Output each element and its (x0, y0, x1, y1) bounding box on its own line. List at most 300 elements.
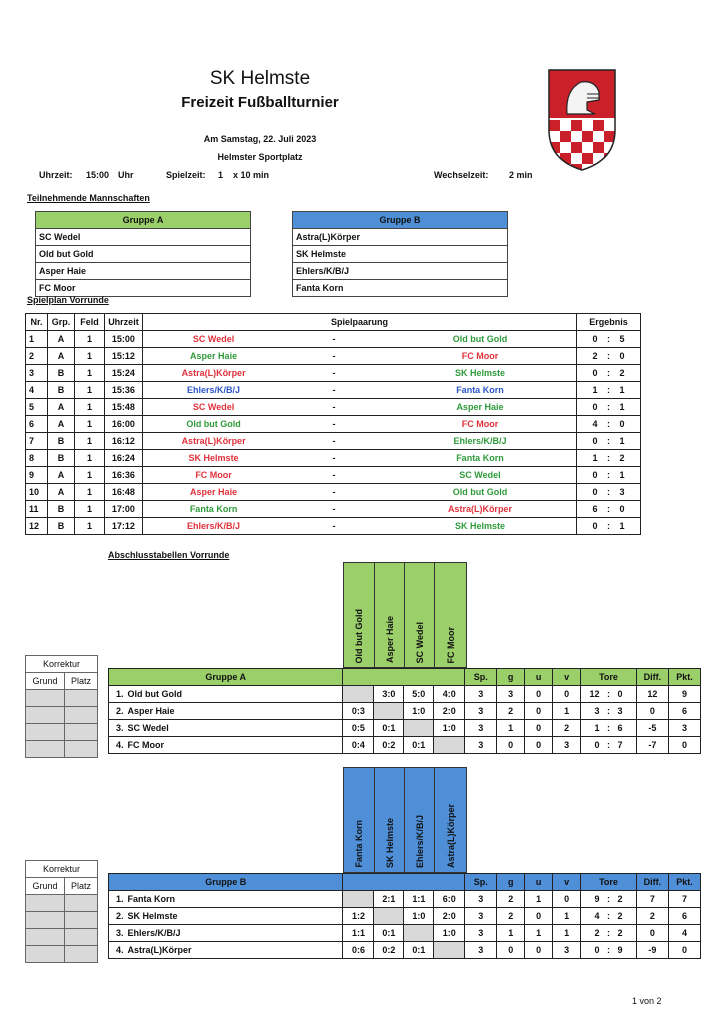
goals-against: 6 (614, 720, 636, 737)
match-result-cell (434, 942, 465, 959)
group-b-header: Gruppe B (293, 212, 508, 229)
schedule-row (26, 518, 641, 535)
match-result-cell (374, 703, 404, 720)
rank: 2. (109, 703, 125, 720)
away-team: Old but Gold (384, 331, 577, 348)
match-group: B (47, 382, 74, 399)
match-result-cell (404, 925, 434, 942)
match-result-cell: 2:1 (374, 891, 404, 908)
rank: 1. (109, 891, 125, 908)
match-group: A (47, 484, 74, 501)
platz-input[interactable] (65, 707, 98, 724)
home-team: Ehlers/K/B/J (142, 518, 284, 535)
goals-colon: : (603, 925, 615, 942)
col-u: u (525, 669, 553, 686)
score-colon: : (598, 382, 618, 399)
schedule-row (26, 365, 641, 382)
group-b-matrix-header (343, 874, 465, 891)
wins: 0 (497, 942, 525, 959)
col-diff: Diff. (636, 874, 668, 891)
match-field: 1 (74, 433, 104, 450)
match-group: B (47, 518, 74, 535)
losses: 3 (553, 942, 581, 959)
group-a-header: Gruppe A (36, 212, 251, 229)
group-a-standings-header: Gruppe A (109, 669, 343, 686)
schedule-row (26, 416, 641, 433)
wins: 2 (497, 908, 525, 925)
games-played: 3 (465, 908, 497, 925)
goals-against: 2 (614, 908, 636, 925)
score-colon: : (598, 416, 618, 433)
rank: 2. (109, 908, 125, 925)
match-result-cell: 2:0 (434, 908, 465, 925)
score-colon: : (598, 365, 618, 382)
home-team: SC Wedel (142, 331, 284, 348)
home-goals: 0 (577, 365, 599, 382)
standings-heading: Abschlusstabellen Vorrunde (108, 550, 230, 560)
group-b-opponent-headers (343, 767, 467, 873)
away-team: SK Helmste (384, 365, 577, 382)
grund-input[interactable] (26, 929, 65, 946)
draws: 0 (525, 908, 553, 925)
standings-row (109, 686, 701, 703)
home-goals: 0 (577, 484, 599, 501)
games-played: 3 (465, 925, 497, 942)
away-team: Fanta Korn (384, 450, 577, 467)
platz-input[interactable] (65, 912, 98, 929)
match-time: 15:36 (104, 382, 142, 399)
match-field: 1 (74, 467, 104, 484)
goals-against: 9 (614, 942, 636, 959)
score-colon: : (598, 484, 618, 501)
match-number: 6 (26, 416, 48, 433)
away-goals: 2 (618, 450, 640, 467)
goals-colon: : (603, 703, 615, 720)
match-field: 1 (74, 501, 104, 518)
team-name: Asper Haie (124, 703, 342, 720)
score-colon: : (598, 433, 618, 450)
match-result-cell: 3:0 (374, 686, 404, 703)
match-result-cell: 1:0 (434, 925, 465, 942)
wins: 3 (497, 686, 525, 703)
goals-against: 2 (614, 925, 636, 942)
games-played: 3 (465, 720, 497, 737)
match-result-cell: 0:1 (404, 942, 434, 959)
points: 3 (668, 720, 700, 737)
platz-input[interactable] (65, 895, 98, 912)
team-name: Astra(L)Körper (124, 942, 343, 959)
home-team: Old but Gold (142, 416, 284, 433)
col-nr: Nr. (26, 314, 48, 331)
match-time: 15:24 (104, 365, 142, 382)
group-b-team: Fanta Korn (293, 280, 508, 297)
match-result-cell: 0:2 (374, 942, 404, 959)
goals-for: 3 (581, 703, 603, 720)
match-result-cell: 0:1 (374, 720, 404, 737)
group-a-teams-table (35, 211, 251, 297)
match-result-cell: 0:2 (374, 737, 404, 754)
match-group: B (47, 433, 74, 450)
match-result-cell: 6:0 (434, 891, 465, 908)
club-crest-icon (547, 68, 617, 172)
match-group: B (47, 450, 74, 467)
schedule-heading: Spielplan Vorrunde (27, 295, 109, 305)
home-goals: 2 (577, 348, 599, 365)
points: 9 (668, 686, 700, 703)
schedule-row (26, 501, 641, 518)
rank: 1. (109, 686, 125, 703)
match-field: 1 (74, 365, 104, 382)
away-goals: 1 (618, 518, 640, 535)
away-team: FC Moor (384, 416, 577, 433)
goals-against: 2 (614, 891, 636, 908)
grund-input[interactable] (26, 946, 65, 963)
losses: 2 (553, 720, 581, 737)
col-v: v (553, 669, 581, 686)
standings-row (109, 737, 701, 754)
match-group: A (47, 331, 74, 348)
match-result-cell (343, 891, 374, 908)
group-b-opponent-header: Fanta Korn (343, 767, 375, 873)
standings-row (109, 925, 701, 942)
platz-label: Platz (65, 673, 98, 690)
match-time: 16:24 (104, 450, 142, 467)
match-number: 10 (26, 484, 48, 501)
match-number: 5 (26, 399, 48, 416)
match-result-cell: 0:3 (343, 703, 374, 720)
match-separator: - (284, 484, 384, 501)
goal-difference: 0 (636, 703, 668, 720)
page-subtitle: Freizeit Fußballturnier (181, 94, 339, 111)
team-name: Old but Gold (124, 686, 342, 703)
match-time: 15:00 (104, 331, 142, 348)
goals-colon: : (603, 942, 615, 959)
match-time: 16:48 (104, 484, 142, 501)
score-colon: : (598, 518, 618, 535)
col-diff: Diff. (636, 669, 668, 686)
col-tore: Tore (581, 669, 637, 686)
match-time: 17:00 (104, 501, 142, 518)
group-a-opponent-header: Old but Gold (343, 562, 375, 668)
korrektur-label: Korrektur (26, 861, 98, 878)
col-g: g (497, 669, 525, 686)
away-team: SC Wedel (384, 467, 577, 484)
rank: 4. (109, 942, 125, 959)
uhrzeit-label: Uhrzeit: (39, 170, 73, 180)
score-colon: : (598, 450, 618, 467)
goals-for: 0 (581, 942, 603, 959)
match-separator: - (284, 433, 384, 450)
schedule-row (26, 450, 641, 467)
away-team: Ehlers/K/B/J (384, 433, 577, 450)
games-played: 3 (465, 737, 497, 754)
schedule-row (26, 331, 641, 348)
match-number: 3 (26, 365, 48, 382)
points: 6 (668, 908, 700, 925)
goal-difference: 0 (636, 925, 668, 942)
match-result-cell: 1:0 (434, 720, 465, 737)
spielzeit-label: Spielzeit: (166, 170, 206, 180)
korrektur-label: Korrektur (26, 656, 98, 673)
match-field: 1 (74, 518, 104, 535)
points: 4 (668, 925, 700, 942)
match-time: 16:36 (104, 467, 142, 484)
match-number: 4 (26, 382, 48, 399)
points: 0 (668, 737, 700, 754)
match-result-cell (404, 720, 434, 737)
points: 6 (668, 703, 700, 720)
goals-for: 4 (581, 908, 603, 925)
away-goals: 1 (618, 433, 640, 450)
event-venue: Helmster Sportplatz (217, 152, 303, 162)
group-a-team: Old but Gold (36, 246, 251, 263)
match-result-cell: 1:2 (343, 908, 374, 925)
goals-for: 2 (581, 925, 603, 942)
away-team: FC Moor (384, 348, 577, 365)
match-separator: - (284, 416, 384, 433)
match-time: 16:12 (104, 433, 142, 450)
match-result-cell: 0:6 (343, 942, 374, 959)
match-field: 1 (74, 399, 104, 416)
uhrzeit-value: 15:00 (86, 170, 110, 180)
schedule-table (25, 313, 641, 535)
team-name: Ehlers/K/B/J (124, 925, 343, 942)
group-a-opponent-header: Asper Haie (374, 562, 405, 668)
goal-difference: -9 (636, 942, 668, 959)
wechselzeit-value: 2 min (509, 170, 533, 180)
standings-table-b (108, 873, 701, 959)
match-field: 1 (74, 348, 104, 365)
spielzeit-unit: x 10 min (233, 170, 270, 180)
wechselzeit-label: Wechselzeit: (434, 170, 489, 180)
group-a-matrix-header (343, 669, 465, 686)
home-team: Asper Haie (142, 484, 284, 501)
away-team: Asper Haie (384, 399, 577, 416)
draws: 0 (525, 942, 553, 959)
goals-for: 1 (581, 720, 603, 737)
schedule-row (26, 467, 641, 484)
standings-row (109, 720, 701, 737)
match-number: 2 (26, 348, 48, 365)
score-colon: : (598, 467, 618, 484)
games-played: 3 (465, 686, 497, 703)
home-goals: 1 (577, 382, 599, 399)
draws: 1 (525, 891, 553, 908)
goal-difference: 2 (636, 908, 668, 925)
match-time: 17:12 (104, 518, 142, 535)
platz-input[interactable] (65, 741, 98, 758)
match-separator: - (284, 467, 384, 484)
draws: 1 (525, 925, 553, 942)
goals-against: 3 (614, 703, 636, 720)
schedule-row (26, 433, 641, 450)
group-a-team: Asper Haie (36, 263, 251, 280)
match-separator: - (284, 382, 384, 399)
uhrzeit-unit: Uhr (118, 170, 134, 180)
group-b-opponent-header: SK Helmste (374, 767, 405, 873)
teams-heading: Teilnehmende Mannschaften (27, 193, 150, 203)
match-result-cell: 5:0 (404, 686, 434, 703)
group-a-team: SC Wedel (36, 229, 251, 246)
losses: 1 (553, 908, 581, 925)
col-grp: Grp. (47, 314, 74, 331)
group-b-opponent-header: Ehlers/K/B/J (404, 767, 435, 873)
match-group: B (47, 501, 74, 518)
match-field: 1 (74, 331, 104, 348)
match-group: A (47, 416, 74, 433)
home-goals: 6 (577, 501, 599, 518)
platz-input[interactable] (65, 946, 98, 963)
platz-input[interactable] (65, 929, 98, 946)
goals-for: 12 (581, 686, 603, 703)
standings-row (109, 891, 701, 908)
away-goals: 0 (618, 501, 640, 518)
rank: 4. (109, 737, 125, 754)
home-goals: 1 (577, 450, 599, 467)
platz-input[interactable] (65, 690, 98, 707)
platz-input[interactable] (65, 724, 98, 741)
group-a-opponent-header: FC Moor (434, 562, 467, 668)
col-feld: Feld (74, 314, 104, 331)
wins: 1 (497, 720, 525, 737)
group-a-opponent-header: SC Wedel (404, 562, 435, 668)
away-goals: 0 (618, 416, 640, 433)
wins: 1 (497, 925, 525, 942)
goals-colon: : (603, 686, 615, 703)
group-a-team: FC Moor (36, 280, 251, 297)
score-colon: : (598, 399, 618, 416)
grund-label: Grund (26, 673, 65, 690)
home-goals: 4 (577, 416, 599, 433)
schedule-row (26, 484, 641, 501)
away-goals: 2 (618, 365, 640, 382)
draws: 0 (525, 686, 553, 703)
standings-row (109, 908, 701, 925)
goals-for: 9 (581, 891, 603, 908)
match-group: A (47, 467, 74, 484)
match-result-cell: 0:4 (343, 737, 374, 754)
grund-input[interactable] (26, 690, 65, 707)
korrektur-table-a (25, 655, 98, 758)
platz-label: Platz (65, 878, 98, 895)
match-result-cell: 1:1 (343, 925, 374, 942)
goals-colon: : (603, 720, 615, 737)
goals-colon: : (603, 908, 615, 925)
points: 0 (668, 942, 700, 959)
match-result-cell (434, 737, 465, 754)
match-field: 1 (74, 450, 104, 467)
goals-against: 0 (614, 686, 636, 703)
home-team: Fanta Korn (142, 501, 284, 518)
grund-input[interactable] (26, 912, 65, 929)
losses: 3 (553, 737, 581, 754)
event-date: Am Samstag, 22. Juli 2023 (203, 134, 317, 144)
goals-for: 0 (581, 737, 603, 754)
away-team: Old but Gold (384, 484, 577, 501)
draws: 0 (525, 720, 553, 737)
games-played: 3 (465, 891, 497, 908)
match-number: 7 (26, 433, 48, 450)
home-goals: 0 (577, 331, 599, 348)
schedule-row (26, 399, 641, 416)
rank: 3. (109, 925, 125, 942)
losses: 1 (553, 925, 581, 942)
group-b-team: Astra(L)Körper (293, 229, 508, 246)
points: 7 (668, 891, 700, 908)
group-a-opponent-headers (343, 562, 467, 668)
away-goals: 5 (618, 331, 640, 348)
team-name: SK Helmste (124, 908, 343, 925)
group-b-teams-table (292, 211, 508, 297)
standings-row (109, 942, 701, 959)
match-separator: - (284, 348, 384, 365)
match-result-cell: 1:1 (404, 891, 434, 908)
goal-difference: 12 (636, 686, 668, 703)
spielzeit-value: 1 (218, 170, 224, 180)
grund-input[interactable] (26, 707, 65, 724)
home-team: FC Moor (142, 467, 284, 484)
match-result-cell (374, 908, 404, 925)
team-name: Fanta Korn (124, 891, 343, 908)
home-team: Astra(L)Körper (142, 433, 284, 450)
home-team: SK Helmste (142, 450, 284, 467)
schedule-row (26, 382, 641, 399)
page-title: SK Helmste (209, 68, 311, 89)
match-time: 15:12 (104, 348, 142, 365)
col-g: g (497, 874, 525, 891)
goals-against: 7 (614, 737, 636, 754)
match-separator: - (284, 399, 384, 416)
match-number: 9 (26, 467, 48, 484)
score-colon: : (598, 348, 618, 365)
score-colon: : (598, 331, 618, 348)
match-time: 15:48 (104, 399, 142, 416)
grund-input[interactable] (26, 895, 65, 912)
match-number: 11 (26, 501, 48, 518)
team-name: SC Wedel (124, 720, 342, 737)
grund-input[interactable] (26, 724, 65, 741)
wins: 2 (497, 703, 525, 720)
wins: 2 (497, 891, 525, 908)
away-goals: 1 (618, 399, 640, 416)
match-number: 1 (26, 331, 48, 348)
goals-colon: : (603, 891, 615, 908)
match-number: 8 (26, 450, 48, 467)
group-b-opponent-header: Astra(L)Körper (434, 767, 467, 873)
draws: 0 (525, 737, 553, 754)
away-goals: 1 (618, 467, 640, 484)
grund-label: Grund (26, 878, 65, 895)
home-team: Ehlers/K/B/J (142, 382, 284, 399)
col-sp: Sp. (465, 874, 497, 891)
losses: 0 (553, 686, 581, 703)
home-goals: 0 (577, 467, 599, 484)
match-separator: - (284, 331, 384, 348)
match-number: 12 (26, 518, 48, 535)
page-number: 1 von 2 (632, 996, 662, 1006)
away-team: SK Helmste (384, 518, 577, 535)
col-u: u (525, 874, 553, 891)
losses: 0 (553, 891, 581, 908)
match-separator: - (284, 450, 384, 467)
group-b-team: Ehlers/K/B/J (293, 263, 508, 280)
match-field: 1 (74, 416, 104, 433)
grund-input[interactable] (26, 741, 65, 758)
wins: 0 (497, 737, 525, 754)
away-goals: 0 (618, 348, 640, 365)
away-goals: 3 (618, 484, 640, 501)
home-goals: 0 (577, 518, 599, 535)
